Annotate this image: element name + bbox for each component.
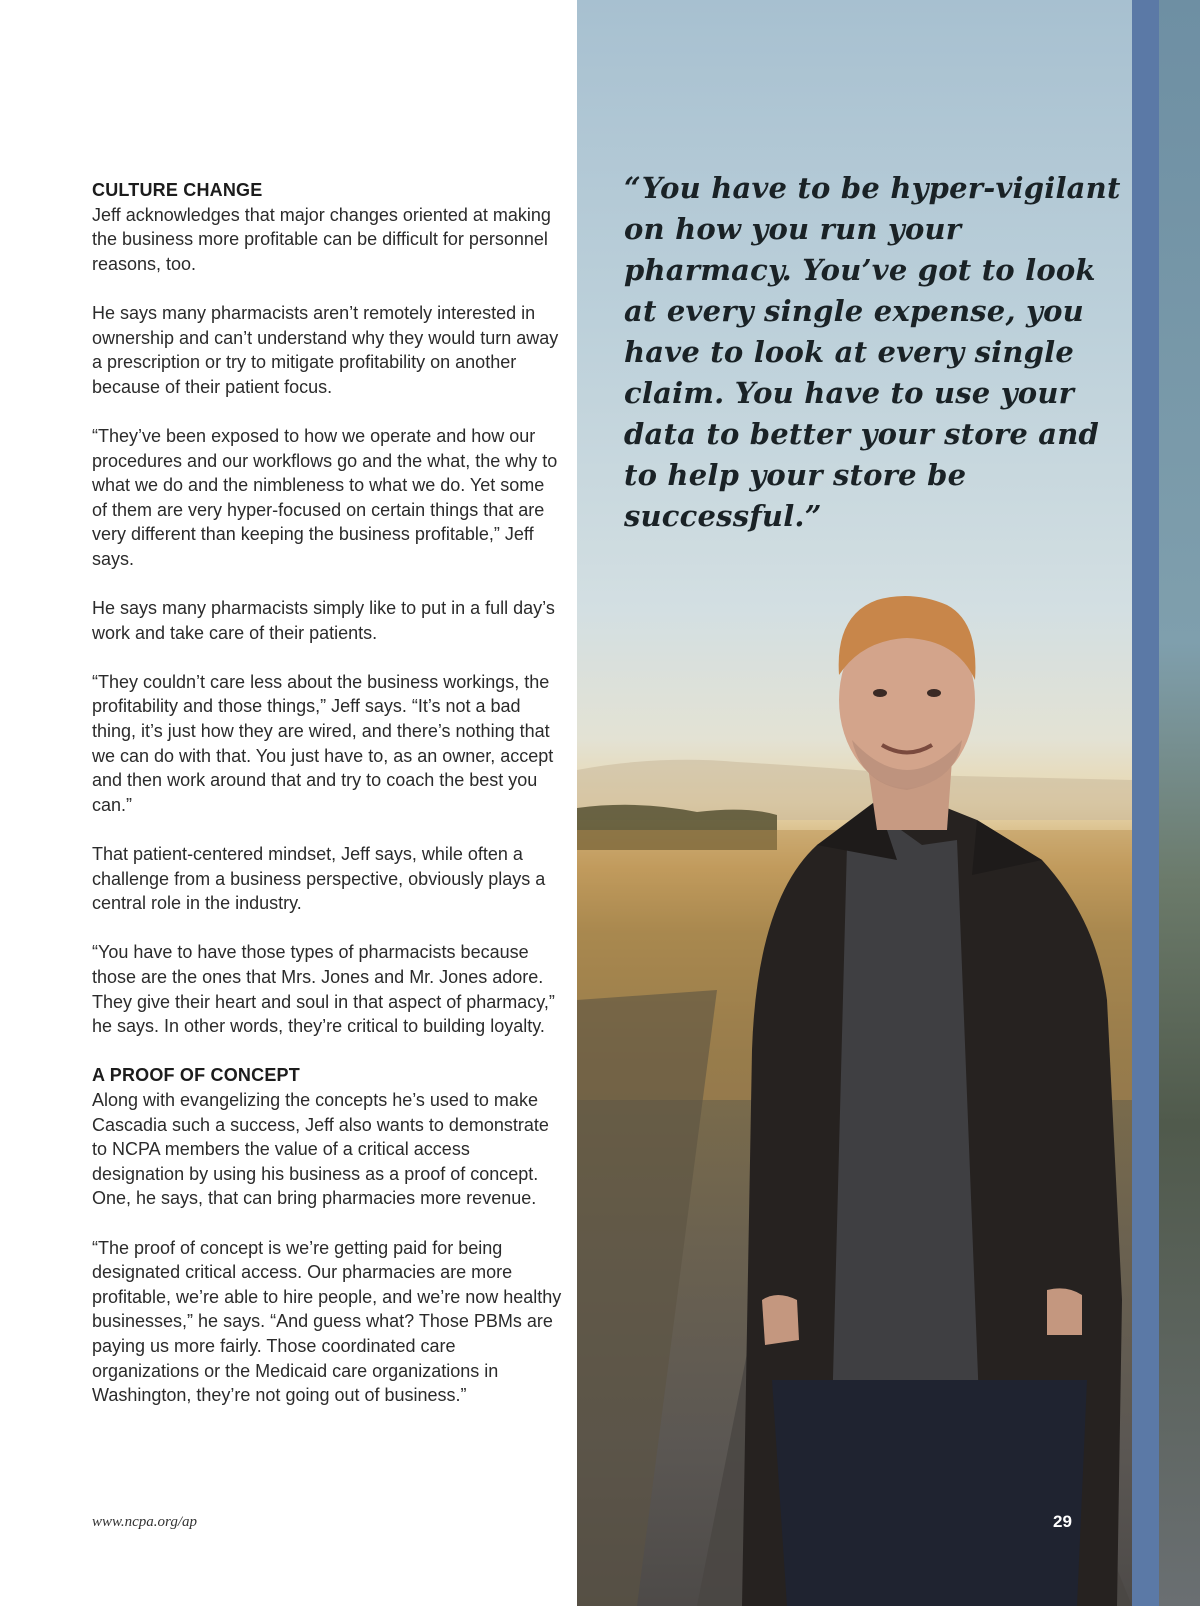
article-paragraph: “The proof of concept is we’re getting paid for being designated critical access. Our pharmacies are more profitable, we’re able to hire people, and we’re now healthy businesses,” he says. “And guess what? Those PBMs are paying us more fairly. Those coordinated care organizations or the Medicaid care organizations in Washington, they’re not going out of business.”: [92, 1237, 562, 1406]
page-number: 29: [1053, 1512, 1072, 1531]
article-paragraph: Along with evangelizing the concepts he’s used to make Cascadia such a success, Jeff also wants to demonstrate to NCPA members the value of a critical access designation by using his business as a proof of concept. One, he says, that can bring pharmacies more revenue.: [92, 1089, 549, 1209]
article-body: [92, 178, 562, 1432]
section-heading-proof-of-concept: A PROOF OF CONCEPT: [92, 1065, 300, 1086]
article-paragraph: He says many pharmacists simply like to put in a full day’s work and take care of their patients.: [92, 598, 555, 643]
article-paragraph: “They couldn’t care less about the business workings, the profitability and those things,” Jeff says. “It’s not a bad thing, it’s just how they are wired, and there’s nothing that we can do with that. You just have to, as an owner, accept and then work around that and try to coach the best you can.”: [92, 671, 554, 815]
article-paragraph: “You have to have those types of pharmacists because those are the ones that Mrs. Jones and Mr. Jones adore. They give their heart and soul in that aspect of pharmacy,” he says. In other words, they’re critical to building loyalty.: [92, 942, 555, 1037]
article-paragraph: Jeff acknowledges that major changes oriented at making the business more profitable can be difficult for personnel reasons, too.: [92, 204, 551, 274]
article-paragraph: “They’ve been exposed to how we operate and how our procedures and our workflows go and the what, the why to what we do and the nimbleness to what we do. Yet some of them are very hyper-focused on certain things that are very different than keeping the business profitable,” Jeff says.: [92, 425, 558, 569]
pull-quote: “You have to be hyper-vigilant on how you run your pharmacy. You’ve got to look at every single expense, you have to look at every single claim. You have to use your data to better your store and to help your store be successful.”: [624, 171, 1121, 533]
article-paragraph: That patient-centered mindset, Jeff says, while often a challenge from a business perspective, obviously plays a central role in the industry.: [92, 844, 546, 914]
section-heading-culture-change: CULTURE CHANGE: [92, 180, 263, 200]
article-paragraph: He says many pharmacists aren’t remotely interested in ownership and can’t understand why they would turn away a prescription or try to mitigate profitability on another because of their patient focus.: [92, 302, 559, 397]
adjacent-page-edge: [1159, 0, 1200, 1606]
footer-url: www.ncpa.org/ap: [92, 1514, 198, 1530]
accent-stripe: [1132, 0, 1159, 1606]
